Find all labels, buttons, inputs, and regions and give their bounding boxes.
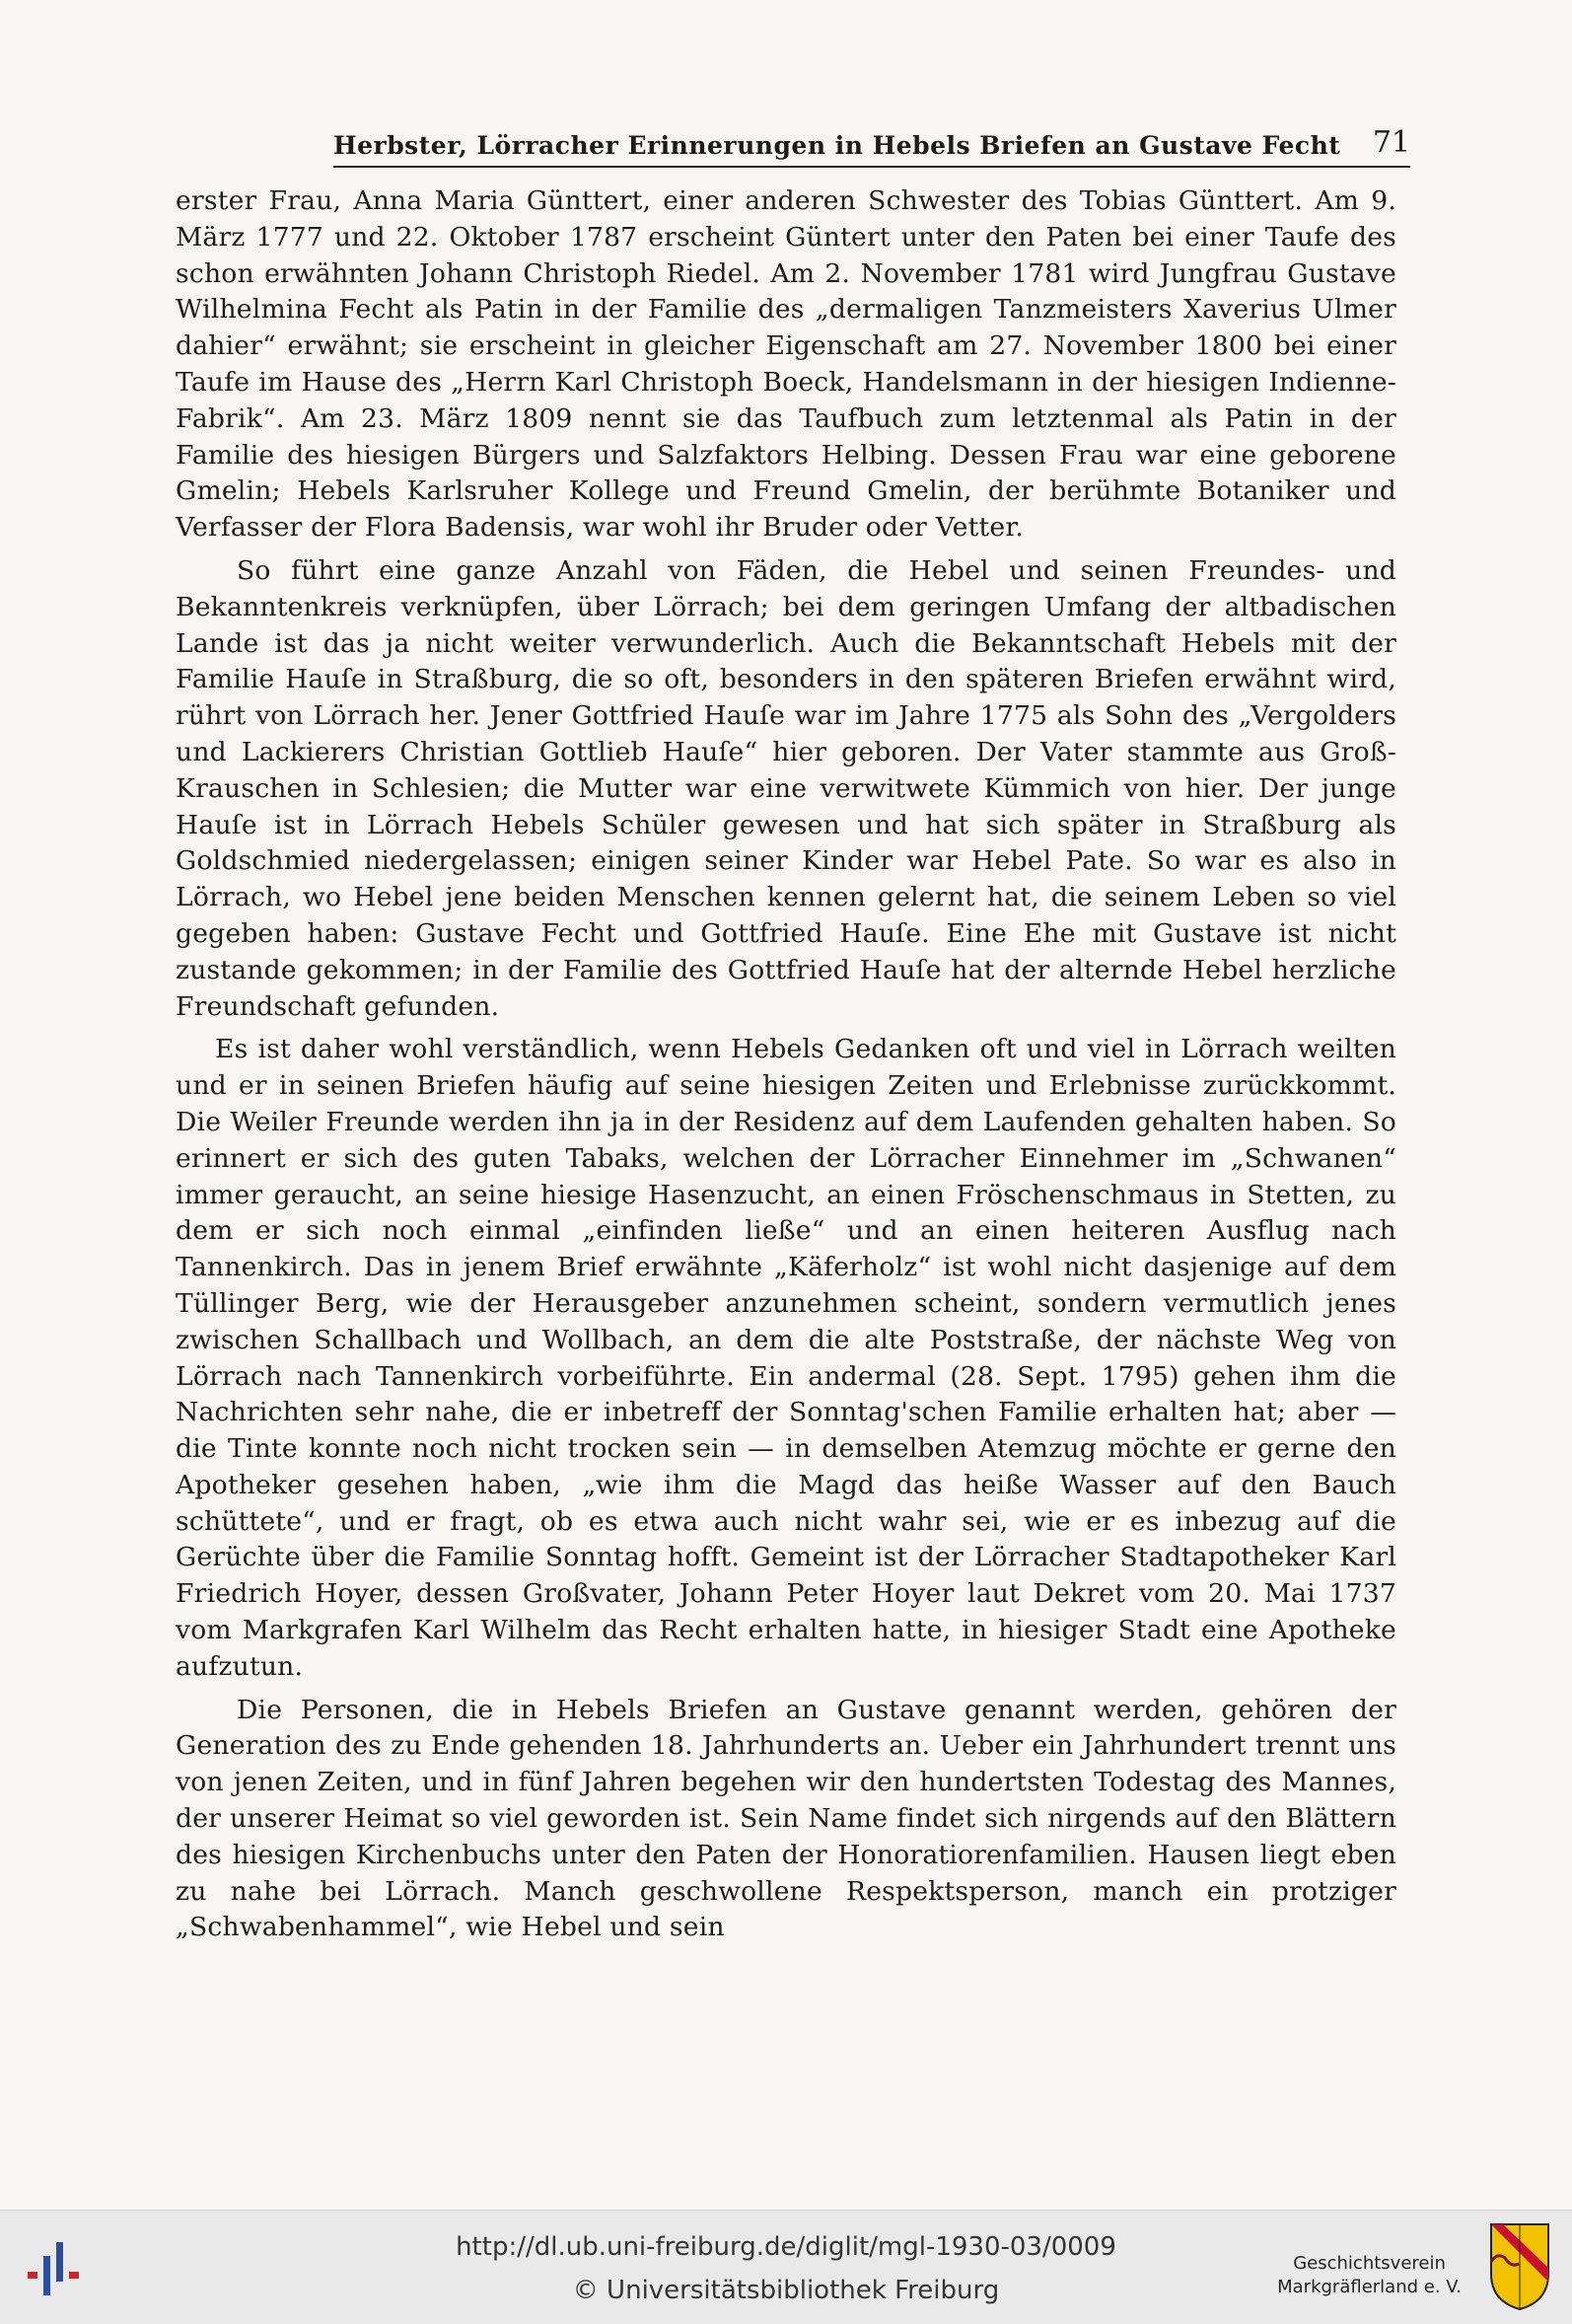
- society-name: [1277, 2252, 1462, 2299]
- paragraph-2: So führt eine ganze Anzahl von Fäden, die Hebel und seinen Freundes- und Bekanntenkreis verknüpfen, über Lörrach; bei dem geringen Umfang der altbadischen Lande ist das ja nicht weiter verwunderlich. Auch die Bekanntschaft Hebels mit der Familie Hauſe in Straßburg, die so oft, besonders in den späteren Briefen erwähnt wird, rührt von Lörrach her. Jener Gottfried Hauſe war im Jahre 1775 als Sohn des „Vergolders und Lackierers Christian Gottlieb Hauſe“ hier geboren. Der Vater stammte aus Groß-Krauschen in Schlesien; die Mutter war eine verwitwete Kümmich von hier. Der junge Hauſe ist in Lörrach Hebels Schüler gewesen und hat sich später in Straßburg als Goldschmied niedergelassen; einigen seiner Kinder war Hebel Pate. So war es also in Lörrach, wo Hebel jene beiden Menschen kennen gelernt hat, die seinem Leben so viel gegeben haben: Gustave Fecht und Gottfried Hauſe. Eine Ehe mit Gustave ist nicht zustande gekommen; in der Familie des Gottfried Hauſe hat der alternde Hebel herzliche Freundschaft gefunden.: [176, 554, 1396, 1022]
- paragraph-3: Es ist daher wohl verständlich, wenn Hebels Gedanken oft und viel in Lörrach weilten und er in seinen Briefen häufig auf seine hiesigen Zeiten und Erlebnisse zurückkommt. Die Weiler Freunde werden ihn ja in der Residenz auf dem Laufenden gehalten haben. So erinnert er sich des guten Tabaks, welchen der Lörracher Einnehmer im „Schwanen“ immer geraucht, an seine hiesige Hasenzucht, an einen Fröschenschmaus in Stetten, zu dem er sich noch einmal „einfinden ließe“ und an einen heiteren Ausflug nach Tannenkirch. Das in jenem Brief erwähnte „Käferholz“ ist wohl nicht dasjenige auf dem Tüllinger Berg, wie der Herausgeber anzunehmen scheint, sondern vermutlich jenes zwischen Schallbach und Wollbach, an dem die alte Poststraße, der nächste Weg von Lörrach nach Tannenkirch vorbeiführte. Ein andermal (28. Sept. 1795) gehen ihm die Nachrichten sehr nahe, die er inbetreff der Sonntag'schen Familie erhalten hat; aber — die Tinte konnte noch nicht trocken sein — in demselben Atemzug möchte er gerne den Apotheker gesehen haben, „wie ihm die Magd das heiße Wasser auf den Bauch schüttete“, und er fragt, ob es etwa auch nicht wahr sei, wie er es inbezug auf die Gerüchte über die Familie Sonntag hofft. Gemeint ist der Lörracher Stadtapotheker Karl Friedrich Hoyer, dessen Großvater, Johann Peter Hoyer laut Dekret vom 20. Mai 1737 vom Markgrafen Karl Wilhelm das Recht erhalten hatte, in hiesiger Stadt eine Apotheke aufzutun.: [176, 1034, 1396, 1682]
- running-title: Herbster, Lörracher Erinnerungen in Hebels Briefen an Gustave Fecht: [333, 131, 1341, 160]
- running-head: [333, 110, 1410, 168]
- page-number: 71: [1372, 125, 1410, 160]
- body-text: [176, 183, 1396, 1946]
- paragraph-4: Die Personen, die in Hebels Briefen an Gustave genannt werden, gehören der Generation des zu Ende gehenden 18. Jahrhunderts an. Ueber ein Jahrhundert trennt uns von jenen Zeiten, und in fünf Jahren begehen wir den hundertsten Todestag des Mannes, der unserer Heimat so viel geworden ist. Sein Name findet sich nirgends auf den Blättern des hiesigen Kirchenbuchs unter den Paten der Honoratiorenfamilien. Hausen liegt eben zu nahe bei Lörrach. Manch geschwollene Respektsperson, manch ein protziger „Schwabenhammel“, wie Hebel und sein: [176, 1694, 1396, 1943]
- copyright-notice: © Universitätsbibliothek Freiburg: [572, 2276, 1000, 2305]
- permalink-url[interactable]: http://dl.ub.uni-freiburg.de/diglit/mgl-1930-03/0009: [456, 2232, 1116, 2262]
- society-name-line2: Markgräflerland e. V.: [1277, 2277, 1462, 2297]
- coat-of-arms-icon: [1489, 2222, 1550, 2311]
- viewer-footer: [0, 2210, 1572, 2324]
- paragraph-1: erster Frau, Anna Maria Günttert, einer anderen Schwester des Tobias Günttert. Am 9. März 1777 und 22. Oktober 1787 erscheint Güntert unter den Paten bei einer Taufe des schon erwähnten Johann Christoph Riedel. Am 2. November 1781 wird Jungfrau Gustave Wilhelmina Fecht als Patin in der Familie des „dermaligen Tanzmeisters Xaverius Ulmer dahier“ erwähnt; sie erscheint in gleicher Eigenschaft am 27. November 1800 bei einer Taufe im Hause des „Herrn Karl Christoph Boeck, Handelsmann in der hiesigen Indienne-Fabrik“. Am 23. März 1809 nennt sie das Taufbuch zum letztenmal als Patin in der Familie des hiesigen Bürgers und Salzfaktors Helbing. Dessen Frau war eine geborene Gmelin; Hebels Karlsruher Kollege und Freund Gmelin, der berühmte Botaniker und Verfasser der Flora Badensis, war wohl ihr Bruder oder Vetter.: [176, 185, 1396, 544]
- society-name-line1: Geschichtsverein: [1293, 2253, 1446, 2274]
